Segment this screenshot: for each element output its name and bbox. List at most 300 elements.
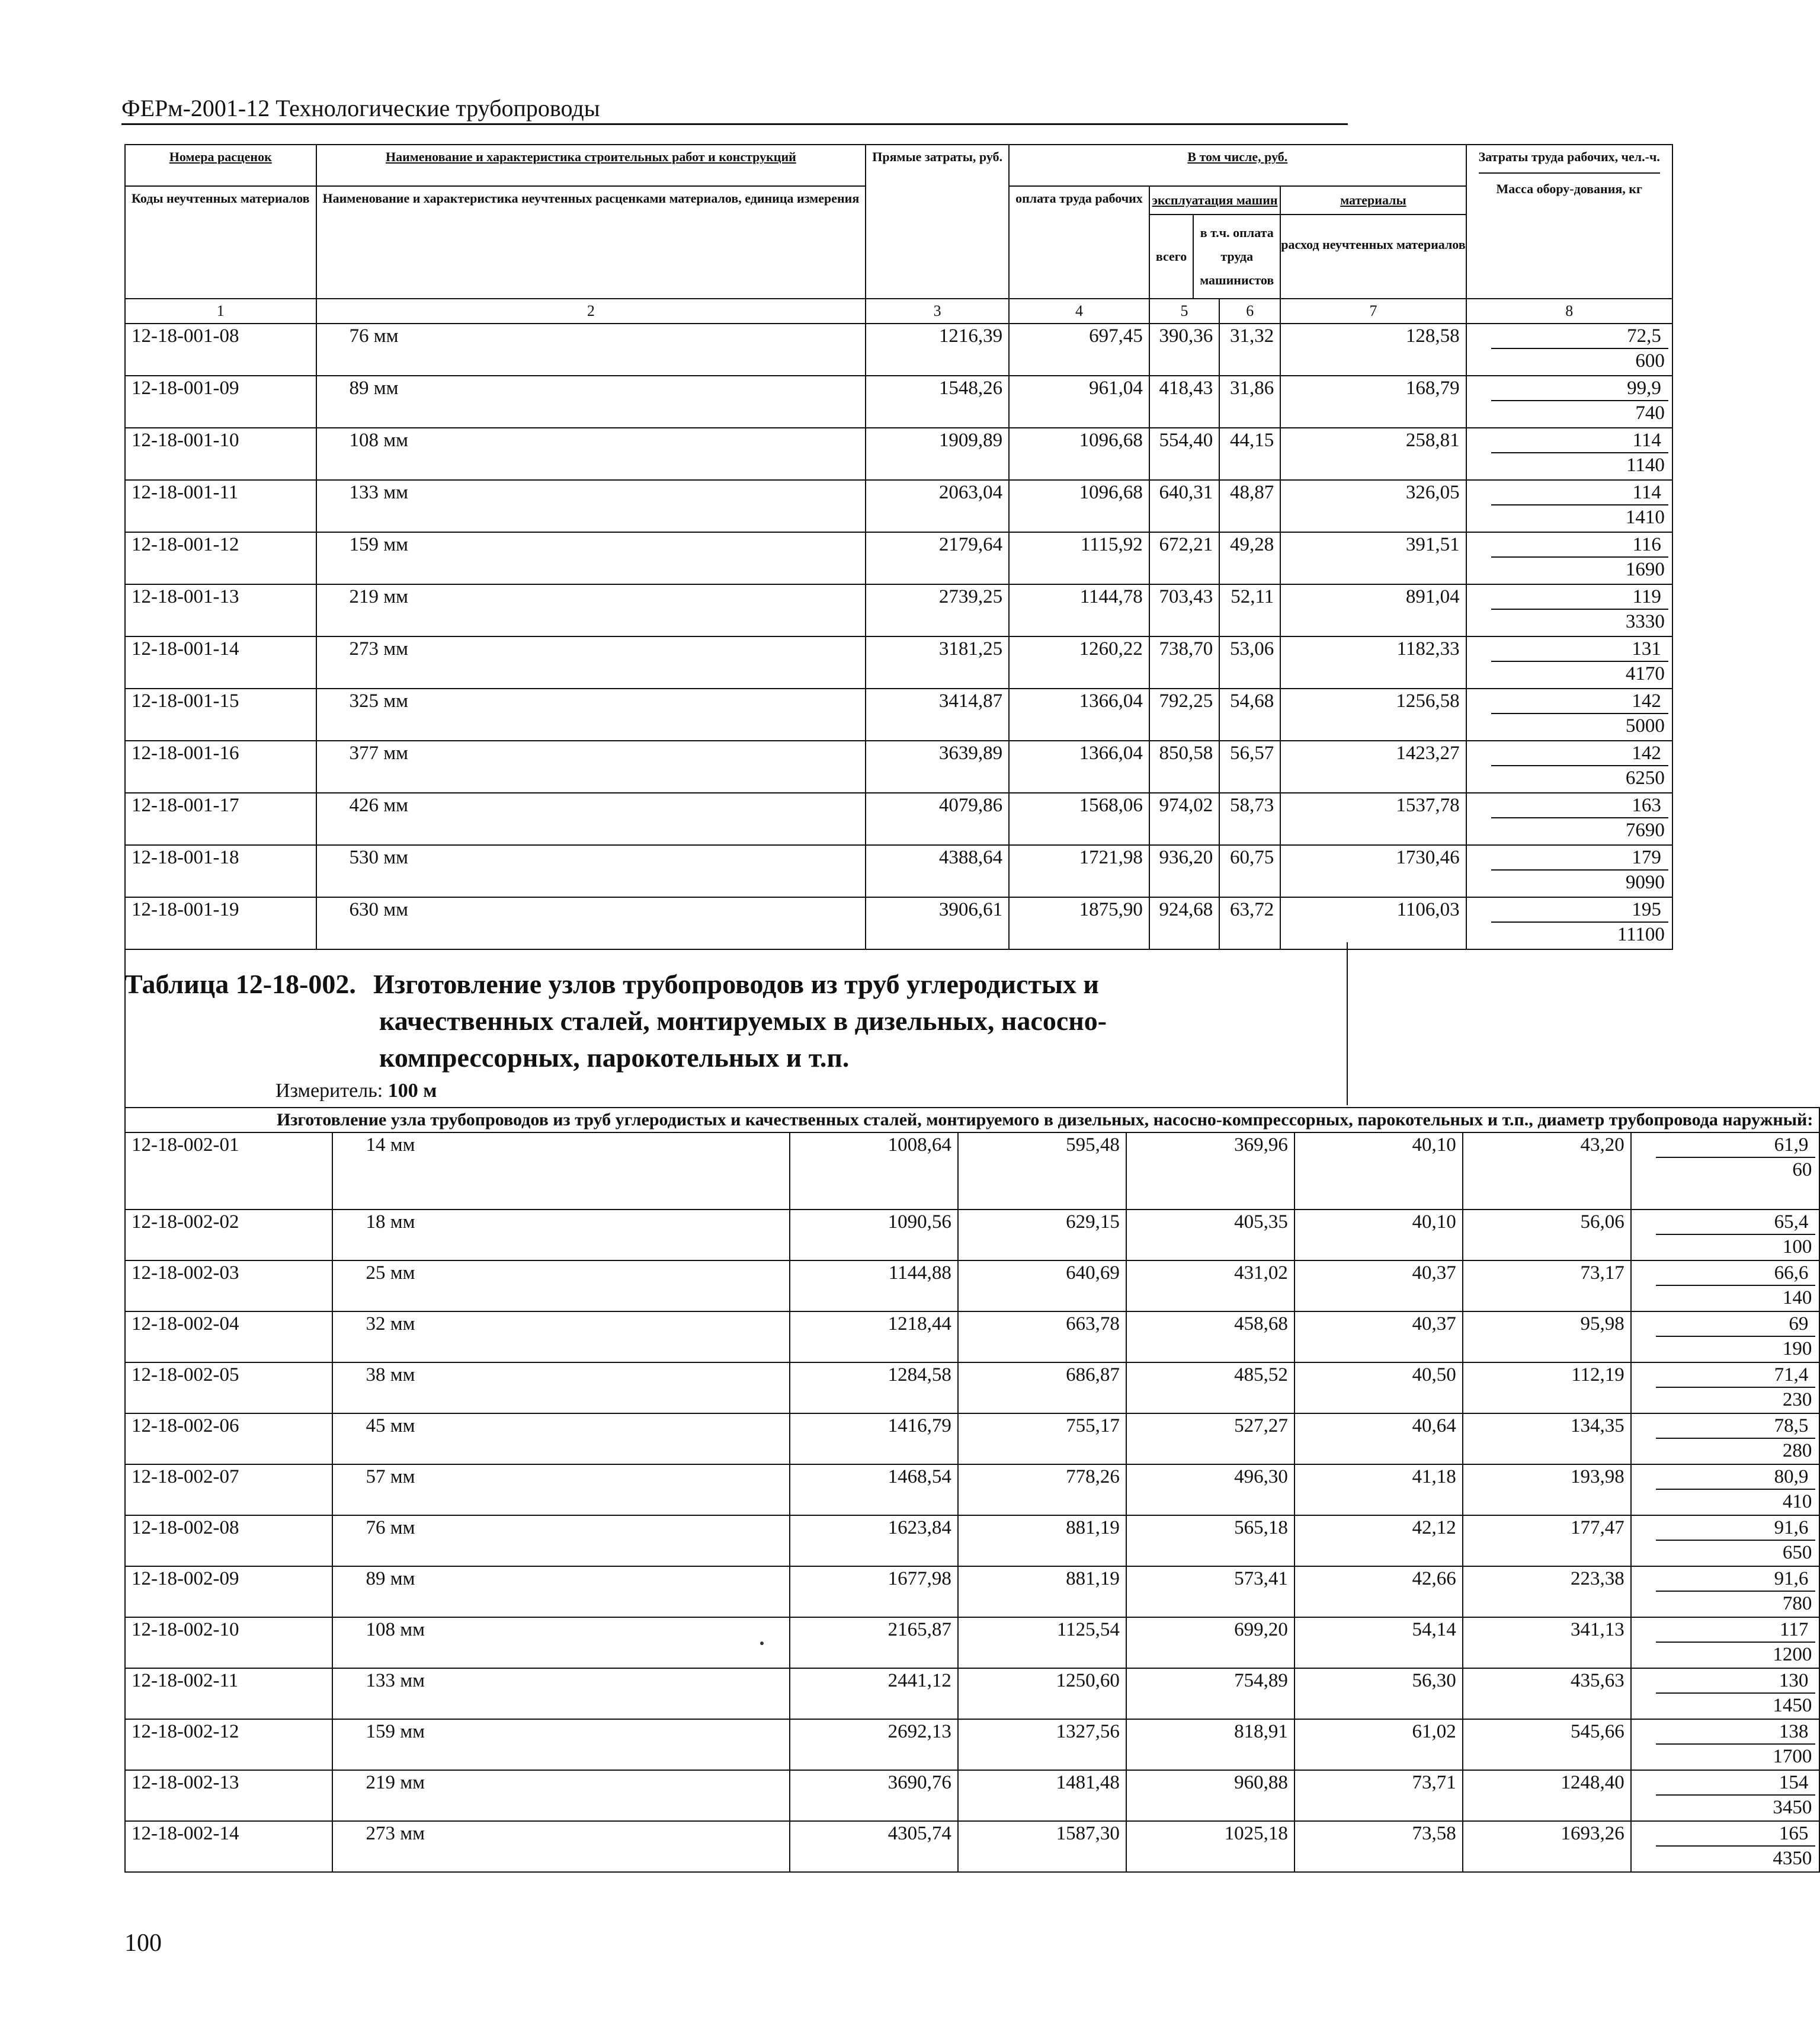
labor-hours: 142	[1491, 689, 1668, 714]
machinist-pay: 53,06	[1219, 636, 1280, 689]
worker-pay: 1568,06	[1009, 793, 1149, 845]
labor-hours: 80,9	[1656, 1465, 1816, 1490]
work-name: 45 мм	[332, 1413, 790, 1464]
rate-code: 12-18-002-01	[125, 1132, 332, 1210]
machinist-pay: 42,12	[1294, 1515, 1463, 1566]
worker-pay: 1115,92	[1009, 532, 1149, 584]
labor-hours-mass	[1466, 689, 1672, 741]
col-num: 6	[1219, 299, 1280, 324]
equipment-mass: 190	[1782, 1338, 1812, 1359]
worker-pay: 640,69	[958, 1260, 1126, 1311]
equipment-mass: 3330	[1625, 611, 1665, 632]
equipment-mass: 1450	[1773, 1695, 1812, 1716]
machines-total: 554,40	[1149, 428, 1219, 480]
machines-total: 369,96	[1126, 1132, 1294, 1210]
labor-hours-mass	[1631, 1566, 1820, 1617]
machinist-pay: 61,02	[1294, 1719, 1463, 1770]
materials-cost: 128,58	[1280, 324, 1466, 376]
labor-hours-mass	[1631, 1311, 1820, 1362]
header-machines: эксплуатация машин всего в т.ч. оплата труда машинистов	[1149, 186, 1280, 299]
work-name: 159 мм	[316, 532, 866, 584]
table-row	[125, 1311, 1819, 1362]
labor-hours: 117	[1656, 1618, 1816, 1643]
rate-code: 12-18-002-09	[125, 1566, 332, 1617]
table-row	[125, 689, 1672, 741]
work-name: 377 мм	[316, 741, 866, 793]
direct-costs: 1677,98	[790, 1566, 958, 1617]
table-row	[125, 1464, 1819, 1515]
materials-cost: 326,05	[1280, 480, 1466, 532]
rate-code: 12-18-001-11	[125, 480, 316, 532]
rate-code: 12-18-001-13	[125, 584, 316, 636]
labor-hours: 138	[1656, 1720, 1816, 1745]
materials-cost: 112,19	[1463, 1362, 1631, 1413]
header-materials: материалы расход неучтенных материалов	[1280, 186, 1466, 299]
labor-hours: 91,6	[1656, 1567, 1816, 1592]
equipment-mass: 600	[1635, 350, 1665, 372]
machines-total: 818,91	[1126, 1719, 1294, 1770]
machines-total: 850,58	[1149, 741, 1219, 793]
materials-cost: 891,04	[1280, 584, 1466, 636]
labor-hours-mass	[1631, 1413, 1820, 1464]
header-material-codes: Коды неучтенных материалов	[125, 186, 316, 299]
materials-cost: 43,20	[1463, 1132, 1631, 1210]
materials-cost: 223,38	[1463, 1566, 1631, 1617]
worker-pay: 1125,54	[958, 1617, 1126, 1668]
col-num: 5	[1149, 299, 1219, 324]
labor-hours: 71,4	[1656, 1363, 1816, 1388]
work-name: 630 мм	[316, 897, 866, 949]
table2-group-heading-row	[125, 1108, 1819, 1132]
direct-costs: 1218,44	[790, 1311, 958, 1362]
direct-costs: 1144,88	[790, 1260, 958, 1311]
machines-total: 573,41	[1126, 1566, 1294, 1617]
col-num: 7	[1280, 299, 1466, 324]
table-row	[125, 845, 1672, 897]
machinist-pay: 58,73	[1219, 793, 1280, 845]
machinist-pay: 63,72	[1219, 897, 1280, 949]
labor-hours-mass	[1466, 584, 1672, 636]
col-num: 1	[125, 299, 316, 324]
rate-code: 12-18-002-11	[125, 1668, 332, 1719]
work-name: 38 мм	[332, 1362, 790, 1413]
worker-pay: 1875,90	[1009, 897, 1149, 949]
machines-total: 565,18	[1126, 1515, 1294, 1566]
rates-table-1	[124, 144, 1673, 950]
labor-hours: 61,9	[1656, 1133, 1816, 1158]
work-name: 133 мм	[316, 480, 866, 532]
work-name: 89 мм	[316, 376, 866, 428]
equipment-mass: 3450	[1773, 1797, 1812, 1818]
materials-cost: 341,13	[1463, 1617, 1631, 1668]
labor-hours-mass	[1466, 636, 1672, 689]
labor-hours-mass	[1631, 1668, 1820, 1719]
machinist-pay: 40,64	[1294, 1413, 1463, 1464]
rate-code: 12-18-001-17	[125, 793, 316, 845]
header-material-consumption: расход неучтенных материалов	[1281, 237, 1466, 252]
work-name: 159 мм	[332, 1719, 790, 1770]
table2-group-heading: Изготовление узла трубопроводов из труб углеродистых и качественных сталей, монтируемого в дизельных, насосно-компрессорных, парокотельных и т.п., диаметр трубопровода наружный:	[125, 1108, 1819, 1132]
header-equipment-mass: Масса обору-дования, кг	[1496, 181, 1642, 196]
header-machines-total: всего	[1150, 215, 1193, 298]
labor-hours-mass	[1466, 376, 1672, 428]
rate-code: 12-18-001-08	[125, 324, 316, 376]
worker-pay: 629,15	[958, 1210, 1126, 1260]
materials-cost: 1423,27	[1280, 741, 1466, 793]
worker-pay: 1366,04	[1009, 741, 1149, 793]
labor-hours: 114	[1491, 428, 1668, 453]
direct-costs: 3414,87	[866, 689, 1009, 741]
scan-speck	[760, 1642, 764, 1645]
table2-title-line3: компрессорных, парокотельных и т.п.	[379, 1042, 850, 1073]
machinist-pay: 40,37	[1294, 1311, 1463, 1362]
direct-costs: 1623,84	[790, 1515, 958, 1566]
labor-hours: 154	[1656, 1771, 1816, 1796]
equipment-mass: 4350	[1773, 1848, 1812, 1869]
worker-pay: 1366,04	[1009, 689, 1149, 741]
labor-hours-mass	[1631, 1770, 1820, 1821]
labor-hours-mass	[1631, 1132, 1820, 1210]
materials-cost: 134,35	[1463, 1413, 1631, 1464]
machines-total: 974,02	[1149, 793, 1219, 845]
worker-pay: 778,26	[958, 1464, 1126, 1515]
machines-total: 405,35	[1126, 1210, 1294, 1260]
direct-costs: 1468,54	[790, 1464, 958, 1515]
labor-hours-mass	[1466, 845, 1672, 897]
machinist-pay: 44,15	[1219, 428, 1280, 480]
equipment-mass: 1200	[1773, 1644, 1812, 1665]
equipment-mass: 280	[1782, 1440, 1812, 1461]
machinist-pay: 54,68	[1219, 689, 1280, 741]
worker-pay: 663,78	[958, 1311, 1126, 1362]
table-row	[125, 1132, 1819, 1210]
labor-hours: 142	[1491, 741, 1668, 766]
rate-code: 12-18-002-13	[125, 1770, 332, 1821]
rate-code: 12-18-002-07	[125, 1464, 332, 1515]
machinist-pay: 56,30	[1294, 1668, 1463, 1719]
labor-hours-mass	[1631, 1210, 1820, 1260]
labor-hours: 99,9	[1491, 376, 1668, 401]
machines-total: 390,36	[1149, 324, 1219, 376]
table-row	[125, 741, 1672, 793]
rate-code: 12-18-002-08	[125, 1515, 332, 1566]
materials-cost: 56,06	[1463, 1210, 1631, 1260]
work-name: 32 мм	[332, 1311, 790, 1362]
machines-total: 738,70	[1149, 636, 1219, 689]
machinist-pay: 40,10	[1294, 1210, 1463, 1260]
equipment-mass: 230	[1782, 1389, 1812, 1410]
labor-hours: 114	[1491, 481, 1668, 505]
labor-hours-mass	[1631, 1821, 1820, 1872]
header-machinist-pay: в т.ч. оплата труда машинистов	[1200, 225, 1274, 287]
machines-total: 924,68	[1149, 897, 1219, 949]
machinist-pay: 54,14	[1294, 1617, 1463, 1668]
direct-costs: 4388,64	[866, 845, 1009, 897]
machines-total: 1025,18	[1126, 1821, 1294, 1872]
machinist-pay: 49,28	[1219, 532, 1280, 584]
labor-hours: 72,5	[1491, 324, 1668, 349]
work-name: 426 мм	[316, 793, 866, 845]
worker-pay: 881,19	[958, 1566, 1126, 1617]
table-row	[125, 1770, 1819, 1821]
labor-hours: 165	[1656, 1822, 1816, 1847]
labor-hours-mass	[1466, 897, 1672, 949]
materials-cost: 1182,33	[1280, 636, 1466, 689]
worker-pay: 1260,22	[1009, 636, 1149, 689]
machines-total: 754,89	[1126, 1668, 1294, 1719]
table2-caption	[124, 966, 1250, 1076]
table2-title-line1: Изготовление узлов трубопроводов из труб углеродистых и	[373, 969, 1099, 999]
labor-hours: 69	[1656, 1312, 1816, 1337]
table-row	[125, 376, 1672, 428]
direct-costs: 1548,26	[866, 376, 1009, 428]
labor-hours: 65,4	[1656, 1210, 1816, 1235]
machines-total: 699,20	[1126, 1617, 1294, 1668]
machinist-pay: 52,11	[1219, 584, 1280, 636]
table-row	[125, 1362, 1819, 1413]
materials-cost: 193,98	[1463, 1464, 1631, 1515]
work-name: 273 мм	[316, 636, 866, 689]
direct-costs: 2179,64	[866, 532, 1009, 584]
table-row	[125, 1566, 1819, 1617]
machines-total: 485,52	[1126, 1362, 1294, 1413]
rate-code: 12-18-002-10	[125, 1617, 332, 1668]
labor-hours-mass	[1466, 741, 1672, 793]
equipment-mass: 1410	[1625, 507, 1665, 528]
table-row	[125, 1719, 1819, 1770]
machinist-pay: 42,66	[1294, 1566, 1463, 1617]
header-work-name: Наименование и характеристика строительных работ и конструкций	[316, 145, 866, 186]
machinist-pay: 40,37	[1294, 1260, 1463, 1311]
labor-hours-mass	[1631, 1515, 1820, 1566]
machinist-pay: 41,18	[1294, 1464, 1463, 1515]
rate-code: 12-18-002-05	[125, 1362, 332, 1413]
work-name: 219 мм	[332, 1770, 790, 1821]
rate-code: 12-18-001-09	[125, 376, 316, 428]
labor-hours: 131	[1491, 637, 1668, 662]
rate-code: 12-18-002-04	[125, 1311, 332, 1362]
materials-cost: 1248,40	[1463, 1770, 1631, 1821]
table2-right-border	[1347, 942, 1348, 1105]
equipment-mass: 60	[1792, 1159, 1812, 1180]
rate-code: 12-18-001-18	[125, 845, 316, 897]
direct-costs: 2739,25	[866, 584, 1009, 636]
table-row	[125, 1821, 1819, 1872]
worker-pay: 686,87	[958, 1362, 1126, 1413]
labor-hours-mass	[1466, 532, 1672, 584]
equipment-mass: 7690	[1625, 820, 1665, 841]
labor-hours-mass	[1466, 324, 1672, 376]
labor-hours-mass	[1631, 1719, 1820, 1770]
work-name: 133 мм	[332, 1668, 790, 1719]
rate-code: 12-18-002-14	[125, 1821, 332, 1872]
work-name: 325 мм	[316, 689, 866, 741]
work-name: 18 мм	[332, 1210, 790, 1260]
machines-total: 672,21	[1149, 532, 1219, 584]
materials-cost: 1730,46	[1280, 845, 1466, 897]
equipment-mass: 6250	[1625, 767, 1665, 789]
worker-pay: 961,04	[1009, 376, 1149, 428]
direct-costs: 1909,89	[866, 428, 1009, 480]
worker-pay: 1587,30	[958, 1821, 1126, 1872]
direct-costs: 1284,58	[790, 1362, 958, 1413]
table-row	[125, 584, 1672, 636]
labor-hours: 116	[1491, 533, 1668, 558]
equipment-mass: 140	[1782, 1287, 1812, 1308]
labor-hours: 130	[1656, 1669, 1816, 1694]
table-row	[125, 428, 1672, 480]
work-name: 108 мм	[332, 1617, 790, 1668]
machinist-pay: 48,87	[1219, 480, 1280, 532]
materials-cost: 1256,58	[1280, 689, 1466, 741]
labor-hours: 195	[1491, 898, 1668, 923]
machinist-pay: 73,71	[1294, 1770, 1463, 1821]
materials-cost: 73,17	[1463, 1260, 1631, 1311]
machines-total: 792,25	[1149, 689, 1219, 741]
materials-cost: 391,51	[1280, 532, 1466, 584]
work-name: 273 мм	[332, 1821, 790, 1872]
header-material-name: Наименование и характеристика неучтенных расценками материалов, единица измерения	[316, 186, 866, 299]
equipment-mass: 4170	[1625, 663, 1665, 684]
equipment-mass: 9090	[1625, 872, 1665, 893]
machinist-pay: 40,50	[1294, 1362, 1463, 1413]
rate-code: 12-18-002-02	[125, 1210, 332, 1260]
labor-hours-mass	[1631, 1362, 1820, 1413]
materials-cost: 95,98	[1463, 1311, 1631, 1362]
materials-cost: 435,63	[1463, 1668, 1631, 1719]
worker-pay: 697,45	[1009, 324, 1149, 376]
machines-total: 431,02	[1126, 1260, 1294, 1311]
rate-code: 12-18-002-03	[125, 1260, 332, 1311]
rate-code: 12-18-001-10	[125, 428, 316, 480]
materials-cost: 258,81	[1280, 428, 1466, 480]
equipment-mass: 650	[1782, 1542, 1812, 1563]
labor-hours-mass	[1466, 793, 1672, 845]
table-row	[125, 1413, 1819, 1464]
direct-costs: 2063,04	[866, 480, 1009, 532]
worker-pay: 1327,56	[958, 1719, 1126, 1770]
machines-total: 496,30	[1126, 1464, 1294, 1515]
worker-pay: 881,19	[958, 1515, 1126, 1566]
header-labor-hours: Затраты труда рабочих, чел.-ч. Масса обору-дования, кг	[1466, 145, 1672, 299]
direct-costs: 2441,12	[790, 1668, 958, 1719]
rate-code: 12-18-002-06	[125, 1413, 332, 1464]
rate-code: 12-18-001-14	[125, 636, 316, 689]
materials-cost: 1693,26	[1463, 1821, 1631, 1872]
table-row	[125, 1210, 1819, 1260]
rate-code: 12-18-002-12	[125, 1719, 332, 1770]
machinist-pay: 60,75	[1219, 845, 1280, 897]
table-row	[125, 1617, 1819, 1668]
direct-costs: 1416,79	[790, 1413, 958, 1464]
labor-hours-mass	[1466, 480, 1672, 532]
header-direct-costs: Прямые затраты, руб.	[866, 145, 1009, 299]
direct-costs: 3181,25	[866, 636, 1009, 689]
equipment-mass: 410	[1782, 1491, 1812, 1512]
machinist-pay: 31,86	[1219, 376, 1280, 428]
table-row	[125, 532, 1672, 584]
direct-costs: 3639,89	[866, 741, 1009, 793]
labor-hours-mass	[1631, 1617, 1820, 1668]
table-row	[125, 1668, 1819, 1719]
work-name: 76 мм	[316, 324, 866, 376]
machines-total: 418,43	[1149, 376, 1219, 428]
table-row	[125, 636, 1672, 689]
machines-total: 960,88	[1126, 1770, 1294, 1821]
table-row	[125, 480, 1672, 532]
worker-pay: 1096,68	[1009, 428, 1149, 480]
worker-pay: 1250,60	[958, 1668, 1126, 1719]
equipment-mass: 100	[1782, 1236, 1812, 1258]
machines-total: 640,31	[1149, 480, 1219, 532]
work-name: 76 мм	[332, 1515, 790, 1566]
labor-hours: 163	[1491, 793, 1668, 818]
machinist-pay: 73,58	[1294, 1821, 1463, 1872]
direct-costs: 2165,87	[790, 1617, 958, 1668]
equipment-mass: 1700	[1773, 1746, 1812, 1767]
worker-pay: 1721,98	[1009, 845, 1149, 897]
machines-total: 703,43	[1149, 584, 1219, 636]
machines-total: 936,20	[1149, 845, 1219, 897]
running-head: ФЕРм-2001-12 Технологические трубопроводы	[121, 94, 1348, 125]
labor-hours: 119	[1491, 585, 1668, 610]
table2-title-line2: качественных сталей, монтируемых в дизельных, насосно-	[379, 1006, 1107, 1036]
table-row	[125, 1515, 1819, 1566]
table-row	[125, 324, 1672, 376]
work-name: 57 мм	[332, 1464, 790, 1515]
table-row	[125, 897, 1672, 949]
materials-cost: 177,47	[1463, 1515, 1631, 1566]
worker-pay: 1096,68	[1009, 480, 1149, 532]
table2-label: Таблица 12-18-002.	[124, 969, 356, 999]
worker-pay: 755,17	[958, 1413, 1126, 1464]
col-num: 8	[1466, 299, 1672, 324]
direct-costs: 1090,56	[790, 1210, 958, 1260]
labor-hours: 179	[1491, 846, 1668, 871]
rate-code: 12-18-001-16	[125, 741, 316, 793]
rate-code: 12-18-001-15	[125, 689, 316, 741]
labor-hours-mass	[1466, 428, 1672, 480]
col-num: 2	[316, 299, 866, 324]
labor-hours: 78,5	[1656, 1414, 1816, 1439]
equipment-mass: 780	[1782, 1593, 1812, 1614]
direct-costs: 2692,13	[790, 1719, 958, 1770]
col-num: 3	[866, 299, 1009, 324]
direct-costs: 3906,61	[866, 897, 1009, 949]
equipment-mass: 11100	[1617, 924, 1665, 945]
equipment-mass: 740	[1635, 402, 1665, 424]
labor-hours-mass	[1631, 1464, 1820, 1515]
work-name: 25 мм	[332, 1260, 790, 1311]
equipment-mass: 1140	[1626, 455, 1665, 476]
table-row	[125, 1260, 1819, 1311]
direct-costs: 3690,76	[790, 1770, 958, 1821]
rates-table-2	[124, 1107, 1820, 1873]
equipment-mass: 1690	[1625, 559, 1665, 580]
work-name: 108 мм	[316, 428, 866, 480]
rate-code: 12-18-001-12	[125, 532, 316, 584]
labor-hours-mass	[1631, 1260, 1820, 1311]
header-rate-numbers: Номера расценок	[125, 145, 316, 186]
direct-costs: 4079,86	[866, 793, 1009, 845]
work-name: 14 мм	[332, 1132, 790, 1210]
work-name: 530 мм	[316, 845, 866, 897]
worker-pay: 1481,48	[958, 1770, 1126, 1821]
col-num: 4	[1009, 299, 1149, 324]
table2-meter: Измеритель: 100 м	[275, 1080, 437, 1102]
materials-cost: 1106,03	[1280, 897, 1466, 949]
labor-hours: 66,6	[1656, 1261, 1816, 1286]
